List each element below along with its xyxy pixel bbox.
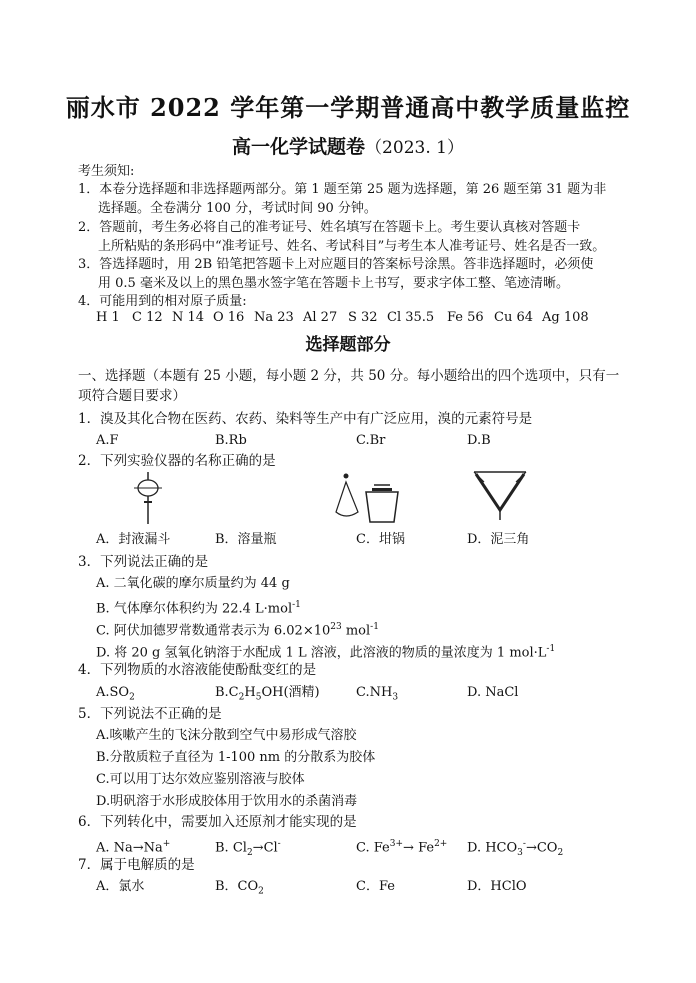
notice-item-1: 1．本卷分选择题和非选择题两部分。第 1 题至第 25 题为选择题，第 26 题至第 31 题为非 (78, 182, 607, 197)
q6-option-c: C. $Fe^{3+}\to Fe^{2+}$ (356, 839, 448, 856)
mass-ag: Ag 108 (542, 310, 589, 325)
mass-n: N 14 (172, 310, 205, 325)
q1-option-c: C.Br (356, 433, 386, 448)
notice-item-3: 3．答选择题时，用 2B 铅笔把答题卡上对应题目的答案标号涂黑。答非选择题时，必须使 (78, 257, 594, 272)
q4-option-a: $A.SO_2$ (96, 685, 135, 703)
section-title: 选择题部分 (305, 335, 391, 355)
q6-option-b: B. $Cl_2\to Cl^-$ (215, 839, 281, 858)
question-4-stem: 4．下列物质的水溶液能使酚酞变红的是 (78, 662, 317, 678)
subject-title: 高一化学试题卷 (232, 136, 366, 158)
q2-option-b: B．溶量瓶 (215, 532, 277, 547)
notice-heading: 考生须知: (78, 164, 135, 179)
notice-item-4: 4．可能用到的相对原子质量: (78, 294, 247, 309)
mass-c: C 12 (132, 310, 163, 325)
notice-item-3-cont: 用 0.5 毫米及以上的黑色墨水签字笔在答题卡上书写，要求字体工整、笔迹清晰。 (98, 276, 569, 291)
mass-h: H 1 (96, 310, 120, 325)
q1-option-d: D.B (467, 433, 491, 448)
mass-cl: Cl 35.5 (387, 310, 435, 325)
question-6-stem: 6．下列转化中，需要加入还原剂才能实现的是 (78, 814, 357, 830)
q6-option-a: A. Na→Na+ (96, 839, 171, 856)
q1-option-b: B.Rb (215, 433, 247, 448)
mass-cu: Cu 64 (494, 310, 533, 325)
part-intro-cont: 项符合题目要求） (78, 388, 186, 404)
question-5-stem: 5．下列说法不正确的是 (78, 706, 222, 722)
q5-option-c: C.可以用丁达尔效应鉴别溶液与胶体 (96, 772, 305, 787)
q7-option-c: C．Fe (356, 879, 395, 894)
question-2-stem: 2．下列实验仪器的名称正确的是 (78, 453, 276, 469)
q3-option-b: B. 气体摩尔体积约为 22.4 L·mol$^{-1}$ (96, 600, 301, 617)
question-1-stem: 1．溴及其化合物在医药、农药、染料等生产中有广泛应用，溴的元素符号是 (78, 411, 533, 427)
question-3-stem: 3．下列说法正确的是 (78, 554, 209, 570)
q5-option-b: B.分散质粒子直径为 1-100 nm 的分散系为胶体 (96, 750, 376, 765)
q5-option-a: A.咳嗽产生的飞沫分散到空气中易形成气溶胶 (96, 728, 357, 743)
mass-o: O 16 (213, 310, 245, 325)
q2-option-a: A．封液漏斗 (96, 532, 171, 547)
q4-option-c: $C.NH_3$ (356, 685, 399, 703)
q7-option-a: A．氯水 (96, 879, 145, 894)
mass-al: Al 27 (303, 310, 338, 325)
q7-option-b: B．$CO_2$ (215, 879, 264, 897)
q6-option-d: D. $HCO_3^-\to CO_2$ (467, 839, 564, 858)
exam-date: （2023. 1） (365, 138, 464, 158)
notice-item-2-cont: 上所粘贴的条形码中“准考证号、姓名、考试科目”与考生本人准考证号、姓名是否一致。 (98, 239, 606, 254)
mass-s: S 32 (348, 310, 378, 325)
q3-option-a: A. 二氧化碳的摩尔质量约为 44 g (96, 576, 290, 591)
q4-option-b: $B.C_2H_5OH$(酒精) (215, 685, 320, 703)
notice-item-2: 2．答题前，考生务必将自己的准考证号、姓名填写在答题卡上。考生要认真核对答题卡 (78, 220, 581, 235)
q3-option-d: D. 将 20 g 氢氧化钠溶于水配成 1 L 溶液，此溶液的物质的量浓度为 1 $mol\cdot L^{-1}$ (96, 644, 556, 661)
q4-option-d: D. NaCl (467, 685, 519, 700)
question-7-stem: 7．属于电解质的是 (78, 857, 195, 873)
separatory-funnel-icon (128, 470, 168, 526)
crucible-icon (332, 468, 402, 526)
exam-subtitle (0, 132, 696, 159)
part-intro: 一、选择题（本题有 25 小题，每小题 2 分，共 50 分。每小题给出的四个选项中，只有一 (78, 368, 620, 384)
q1-option-a: A.F (96, 433, 119, 448)
q3-option-c: C. 阿伏加德罗常数通常表示为 $6.02\times 10^{23}$ mol$^{-1}$ (96, 622, 379, 639)
q2-option-c: C．坩锅 (356, 532, 405, 547)
q5-option-d: D.明矾溶于水形成胶体用于饮用水的杀菌消毒 (96, 794, 358, 809)
mass-fe: Fe 56 (447, 310, 484, 325)
q7-option-d: D．HClO (467, 879, 527, 894)
exam-title: 丽水市 2022 学年第一学期普通高中教学质量监控 (65, 93, 631, 122)
notice-item-1-cont: 选择题。全卷满分 100 分，考试时间 90 分钟。 (98, 201, 377, 216)
q2-option-d: D．泥三角 (467, 532, 530, 547)
clay-triangle-icon (470, 466, 530, 522)
mass-na: Na 23 (254, 310, 294, 325)
